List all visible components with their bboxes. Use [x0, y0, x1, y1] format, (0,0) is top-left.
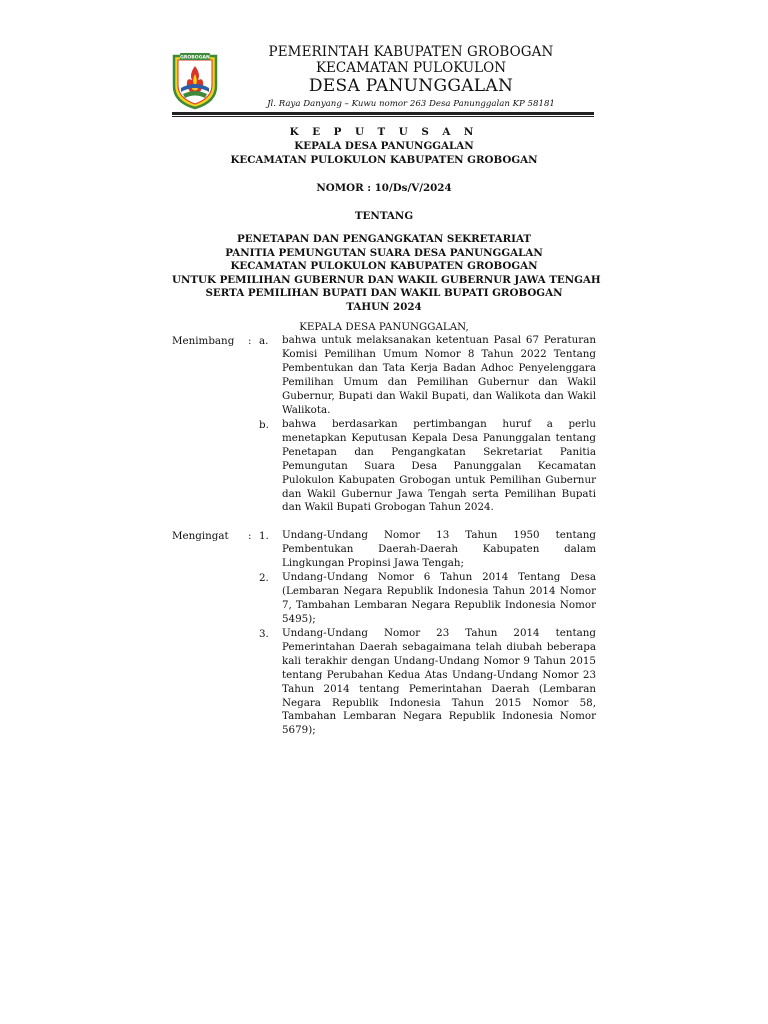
issuer-line-2: KECAMATAN PULOKULON KABUPATEN GROBOGAN — [230, 154, 538, 166]
menimbang-colon: : — [248, 335, 252, 347]
decree-title-line: PENETAPAN DAN PENGANGKATAN SEKRETARIAT — [236, 233, 532, 245]
issuer-line-1: KEPALA DESA PANUNGGALAN — [294, 140, 474, 152]
mengingat-marker: 2. — [259, 572, 269, 584]
issuer-heading — [172, 139, 596, 167]
letterhead-district: KECAMATAN PULOKULON — [315, 60, 507, 76]
decree-number: NOMOR : 10/Ds/V/2024 — [316, 182, 452, 194]
letterhead-village: DESA PANUNGGALAN — [308, 76, 514, 96]
mengingat-item: Undang-Undang Nomor 13 Tahun 1950 tentang Pembentukan Daerah-Daerah Kabupaten dalam Lingkungan Propinsi Jawa Tengah; — [282, 529, 596, 569]
decree-title-line: TAHUN 2024 — [346, 300, 422, 313]
decree-title-line: UNTUK PEMILIHAN GUBERNUR DAN WAKIL GUBERNUR JAWA TENGAH — [172, 273, 601, 286]
decree-title-line: PANITIA PEMUNGUTAN SUARA DESA PANUNGGALAN — [225, 246, 543, 259]
mengingat-item: Undang-Undang Nomor 6 Tahun 2014 Tentang Desa (Lembaran Negara Republik Indonesia Tahun 2014 Nomor 7, Tambahan Lembaran Negara Republik Indonesia Nomor 5495); — [282, 571, 596, 625]
letterhead-government: PEMERINTAH KABUPATEN GROBOGAN — [268, 44, 554, 60]
menimbang-marker: b. — [259, 419, 269, 431]
decree-title — [172, 233, 601, 314]
mengingat-marker: 1. — [259, 530, 269, 542]
letterhead — [226, 44, 596, 111]
letterhead-rule-thick — [172, 112, 594, 115]
document-type: K E P U T U S A N — [289, 126, 479, 138]
about-label: TENTANG — [354, 210, 414, 222]
letterhead-rule-thin — [172, 116, 594, 117]
mengingat-colon: : — [248, 530, 252, 542]
crest-label: GROBOGAN — [180, 55, 210, 61]
menimbang-marker: a. — [259, 335, 269, 347]
grobogan-regency-crest-icon — [170, 50, 220, 110]
mengingat-marker: 3. — [259, 628, 269, 640]
mengingat-item: Undang-Undang Nomor 23 Tahun 2014 tentang Pemerintahan Daerah sebagaimana telah diubah beberapa kali terakhir dengan Undang-Undang Nomor 9 Tahun 2015 tentang Perubahan Kedua Atas Undang-Undang Nomor 23 Tahun 2014 tentang Pemerintahan Daerah (Lembaran Negara Republik Indonesia Tahun 2015 Nomor 58, Tambahan Lembaran Negara Republik Indonesia Nomor 5679); — [282, 627, 596, 737]
decree-title-line: KECAMATAN PULOKULON KABUPATEN GROBOGAN — [230, 260, 538, 272]
menimbang-item: bahwa untuk melaksanakan ketentuan Pasal 67 Peraturan Komisi Pemilihan Umum Nomor 8 Tahun 2022 Tentang Pembentukan dan Tata Kerja Badan Adhoc Penyelenggara Pemilihan Umum dan Pemilihan Gubernur dan Wakil Gubernur, Bupati dan Wakil Bupati, dan Walikota dan Wakil Walikota. — [282, 334, 596, 416]
menimbang-label: Menimbang — [172, 335, 235, 347]
decree-title-line: SERTA PEMILIHAN BUPATI DAN WAKIL BUPATI GROBOGAN — [205, 287, 563, 299]
issuer-signatory-heading: KEPALA DESA PANUNGGALAN, — [299, 321, 469, 333]
menimbang-item: bahwa berdasarkan pertimbangan huruf a perlu menetapkan Keputusan Kepala Desa Panunggalan tentang Penetapan dan Pengangkatan Sekretariat Panitia Pemungutan Suara Desa Panunggalan Kecamatan Pulokulon Kabupaten Grobogan untuk Pemilihan Gubernur dan Wakil Gubernur Jawa Tengah serta Pemilihan Bupati dan Wakil Bupati Grobogan Tahun 2024. — [282, 418, 596, 514]
mengingat-label: Mengingat — [172, 530, 229, 542]
letterhead-address: Jl. Raya Danyang – Kuwu nomor 263 Desa Panunggalan KP 58181 — [267, 99, 555, 109]
